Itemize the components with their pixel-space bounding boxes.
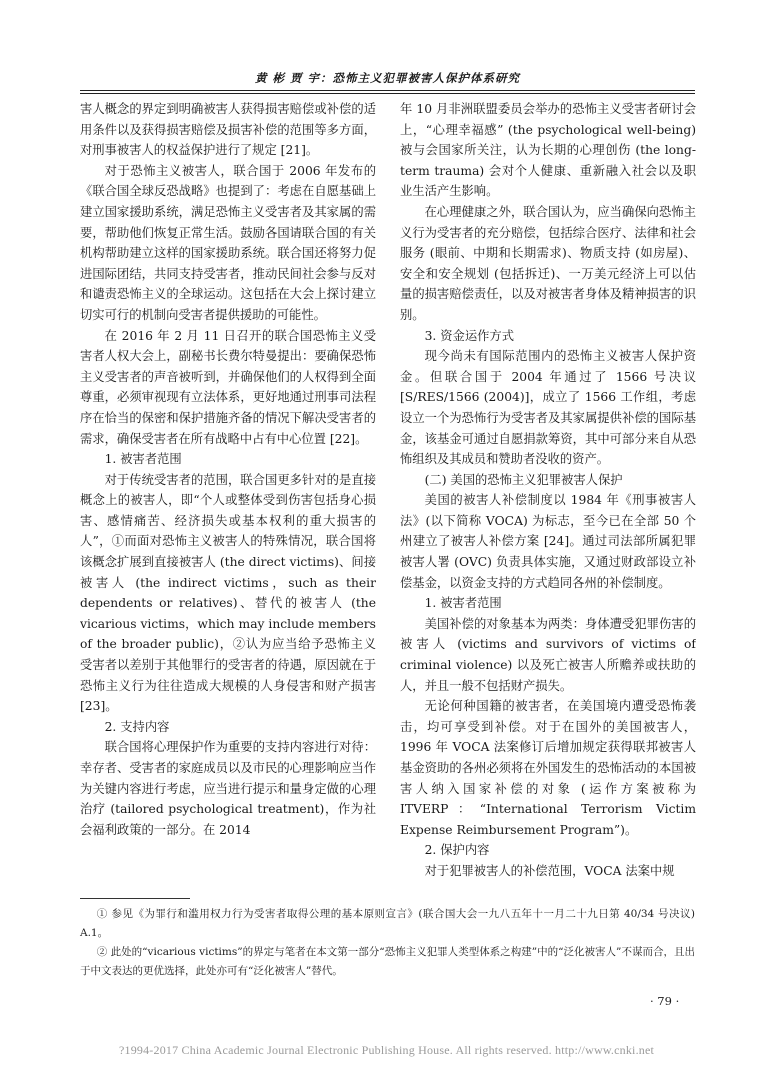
left-column-paragraph: 联合国将心理保护作为重要的支持内容进行对待：幸存者、受害者的家庭成员以及市民的心理影响应当作为关键内容进行考虑，应当进行提示和量身定做的心理治疗 (tailored psychological treatment)，作为社会福利政策的一部分。在 2014 [80,740,376,837]
footnote-rule [80,898,190,899]
left-column-paragraph: 2. 支持内容 [104,719,170,734]
right-column-paragraph: 年 10 月非洲联盟委员会举办的恐怖主义受害者研讨会上，“心理幸福感” (the psychological well-being) 被与会国家所关注，认为长期的心理创伤 (the long-term trauma) 会对个人健康、重新融入社会以及职业生活产生影响。 [400,102,696,199]
header-rule-top [80,90,695,91]
right-column-paragraph: (二) 美国的恐怖主义犯罪被害人保护 [424,472,623,487]
footnotes [80,905,695,981]
left-column-paragraph: 害人概念的界定到明确被害人获得损害赔偿或补偿的适用条件以及获得损害赔偿及损害补偿的范围等多方面，对刑事被害人的权益保护进行了规定 [21]。 [80,102,376,158]
left-column [80,99,376,879]
right-column-paragraph: 3. 资金运作方式 [424,328,515,343]
right-column-paragraph: 2. 保护内容 [424,843,490,858]
right-column-paragraph: 美国的被害人补偿制度以 1984 年《刑事被害人法》(以下简称 VOCA) 为标志，至今已在全部 50 个州建立了被害人补偿方案 [24]。通过司法部所属犯罪被害人署 (OVC) 负责具体实施，又通过财政部设立补偿基金，以资金支持的方式趋同各州的补偿制度。 [400,493,696,590]
footnote-2: ② 此处的“vicarious victims”的界定与笔者在本文第一部分“恐怖主义犯罪人类型体系之构建”中的“泛化被害人”不谋而合，且出于中文表达的更优选择，此处亦可有“泛化被害人”替代。 [80,946,695,977]
left-column-paragraph: 对于恐怖主义被害人，联合国于 2006 年发布的《联合国全球反恐战略》也提到了：考虑在自愿基础上建立国家援助系统，满足恐怖主义受害者及其家属的需要，帮助他们恢复正常生活。鼓励各国请联合国的有关机构帮助建立这样的国家援助系统。联合国还将努力促进国际团结，共同支持受害者，推动民间社会参与反对和谴责恐怖主义的全球运动。这包括在大会上探讨建立切实可行的机制向受害者提供援助的可能性。 [80,163,376,322]
right-column-paragraph: 对于犯罪被害人的补偿范围，VOCA 法案中规 [424,863,675,878]
right-column-paragraph: 美国补偿的对象基本为两类：身体遭受犯罪伤害的被害人 (victims and survivors of victims of criminal violence) 以及死亡被害人所赡养或扶助的人，并且一般不包括财产损失。 [400,616,696,693]
running-header: 黄 彬 贾 宇：恐怖主义犯罪被害人保护体系研究 [254,71,520,85]
header-rule-bottom [80,93,695,94]
page-number: · 79 · [650,994,680,1008]
right-column-paragraph: 1. 被害者范围 [424,596,502,611]
right-column [400,99,696,879]
left-column-paragraph: 对于传统受害者的范围，联合国更多针对的是直接概念上的被害人，即“个人或整体受到伤害包括身心损害、感情痛苦、经济损失或基本权利的重大损害的人”，①而面对恐怖主义被害人的特殊情况，联合国将该概念扩展到直接被害人 (the direct victims)、间接被害人 (the indirect victims，such as their dependents or relatives)、替代的被害人 (the vicarious victims，which may include members of the broader public)，②认为应当给予恐怖主义受害者以差别于其他罪行的受害者的待遇，原因就在于恐怖主义行为往往造成大规模的人身侵害和财产损害 [23]。 [80,472,376,714]
right-column-paragraph: 现今尚未有国际范围内的恐怖主义被害人保护资金。但联合国于 2004 年通过了 1566 号决议 [S/RES/1566 (2004)]，成立了 1566 工作组，考虑设立一个为恐怖行为受害者及其家属提供补偿的国际基金，该基金可通过自愿捐款筹资，其中可部分来自从恐怖组织及其成员和赞助者没收的资产。 [400,349,696,467]
copyright-watermark: ?1994-2017 China Academic Journal Electronic Publishing House. All rights reserved. http://www.cnki.net [118,1043,655,1057]
left-column-paragraph: 1. 被害者范围 [104,452,182,467]
right-column-paragraph: 无论何种国籍的被害者，在美国境内遭受恐怖袭击，均可享受到补偿。对于在国外的美国被害人，1996 年 VOCA 法案修订后增加规定获得联邦被害人基金资助的各州必须将在外国发生的恐怖活动的本国被害人纳入国家补偿的对象 (运作方案被称为 ITVERP：“International Terrorism Victim Expense Reimbursement Program”)。 [400,699,696,837]
footnote-1: ① 参见《为罪行和滥用权力行为受害者取得公理的基本原则宣言》(联合国大会一九八五年十一月二十九日第 40/34 号决议) A.1。 [80,908,695,939]
right-column-paragraph: 在心理健康之外，联合国认为，应当确保向恐怖主义行为受害者的充分赔偿，包括综合医疗、法律和社会服务 (眼前、中期和长期需求)、物质支持 (如房屋)、安全和安全规划 (包括拆迁)、一万美元经济上可以估量的损害赔偿责任，以及对被害者身体及精神损害的识别。 [400,204,696,322]
left-column-paragraph: 在 2016 年 2 月 11 日召开的联合国恐怖主义受害者人权大会上，副秘书长费尔特曼提出：要确保恐怖主义受害者的声音被听到，并确保他们的人权得到全面尊重，必须审视现有立法体系，更好地通过刑事司法程序在恰当的保密和保护措施齐备的情况下解决受害者的需求，确保受害者在所有战略中占有中心位置 [22]。 [80,328,376,446]
